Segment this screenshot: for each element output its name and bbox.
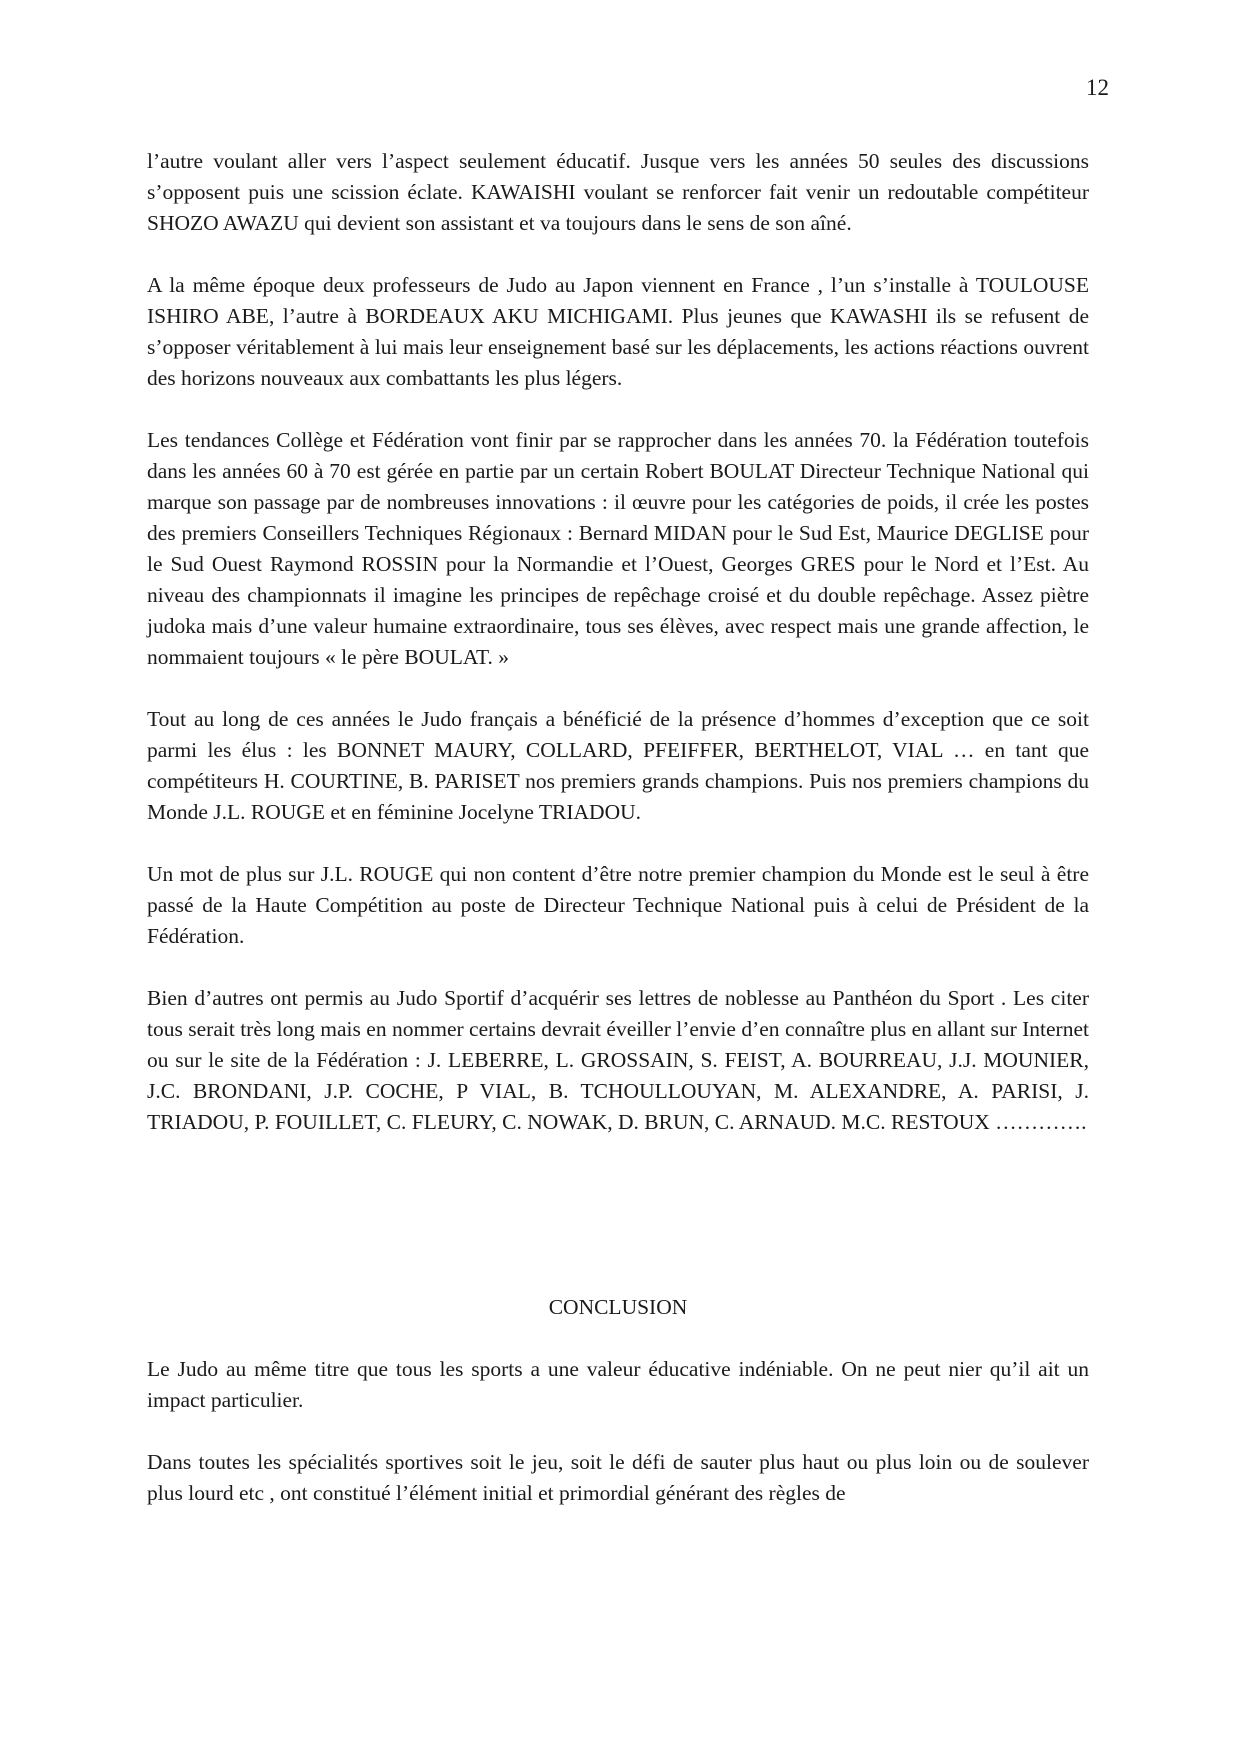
paragraph-educative-value: Le Judo au même titre que tous les sports a une valeur éducative indéniable. On ne peut nier qu’il ait un impact particulier. (147, 1357, 1089, 1412)
paragraph-sport-specialities: Dans toutes les spécialités sportives soit le jeu, soit le défi de sauter plus haut ou plus loin ou de soulever plus lourd etc , ont constitué l’élément initial et primordial générant des règles de (147, 1450, 1089, 1505)
paragraph-japanese-professors: A la même époque deux professeurs de Judo au Japon viennent en France , l’un s’installe à TOULOUSE ISHIRO ABE, l’autre à BORDEAUX AKU MICHIGAMI. Plus jeunes que KAWASHI ils se refusent de s’opposer véritablement à lui mais leur enseignement basé sur les déplacements, les actions réactions ouvrent des horizons nouveaux aux combattants les plus légers. (147, 273, 1089, 390)
section-spacer (147, 1169, 1089, 1292)
page-number: 12 (1086, 75, 1109, 100)
section-heading-conclusion: CONCLUSION (548, 1295, 688, 1319)
paragraph-other-champions: Bien d’autres ont permis au Judo Sportif d’acquérir ses lettres de noblesse au Panthéon du Sport . Les citer tous serait très long mais en nommer certains devrait éveiller l’envie d’en connaître plus en allant sur Internet ou sur le site de la Fédération : J. LEBERRE, L. GROSSAIN, S. FEIST, A. BOURREAU, J.J. MOUNIER, J.C. BRONDANI, J.P. COCHE, P VIAL, B. TCHOULLOUYAN, M. ALEXANDRE, A. PARISI, J. TRIADOU, P. FOUILLET, C. FLEURY, C. NOWAK, D. BRUN, C. ARNAUD. M.C. RESTOUX …………. (147, 986, 1089, 1134)
paragraph-exceptional-men: Tout au long de ces années le Judo français a bénéficié de la présence d’hommes d’exception que ce soit parmi les élus : les BONNET MAURY, COLLARD, PFEIFFER, BERTHELOT, VIAL … en tant que compétiteurs H. COURTINE, B. PARISET nos premiers grands champions. Puis nos premiers champions du Monde J.L. ROUGE et en féminine Jocelyne TRIADOU. (147, 707, 1089, 824)
paragraph-college-federation: Les tendances Collège et Fédération vont finir par se rapprocher dans les années 70. la Fédération toutefois dans les années 60 à 70 est gérée en partie par un certain Robert BOULAT Directeur Technique National qui marque son passage par de nombreuses innovations : il œuvre pour les catégories de poids, il crée les postes des premiers Conseillers Techniques Régionaux : Bernard MIDAN pour le Sud Est, Maurice DEGLISE pour le Sud Ouest Raymond ROSSIN pour la Normandie et l’Ouest, Georges GRES pour le Nord et l’Est. Au niveau des championnats il imagine les principes de repêchage croisé et du double repêchage. Assez piètre judoka mais d’une valeur humaine extraordinaire, tous ses élèves, avec respect mais une grande affection, le nommaient toujours « le père BOULAT. » (147, 428, 1089, 669)
document-body (147, 146, 1089, 1540)
paragraph-jl-rouge: Un mot de plus sur J.L. ROUGE qui non content d’être notre premier champion du Monde est le seul à être passé de la Haute Compétition au poste de Directeur Technique National puis à celui de Président de la Fédération. (147, 862, 1089, 948)
paragraph-kawaishi-scission: l’autre voulant aller vers l’aspect seulement éducatif. Jusque vers les années 50 seules des discussions s’opposent puis une scission éclate. KAWAISHI voulant se renforcer fait venir un redoutable compétiteur SHOZO AWAZU qui devient son assistant et va toujours dans le sens de son aîné. (147, 149, 1089, 235)
